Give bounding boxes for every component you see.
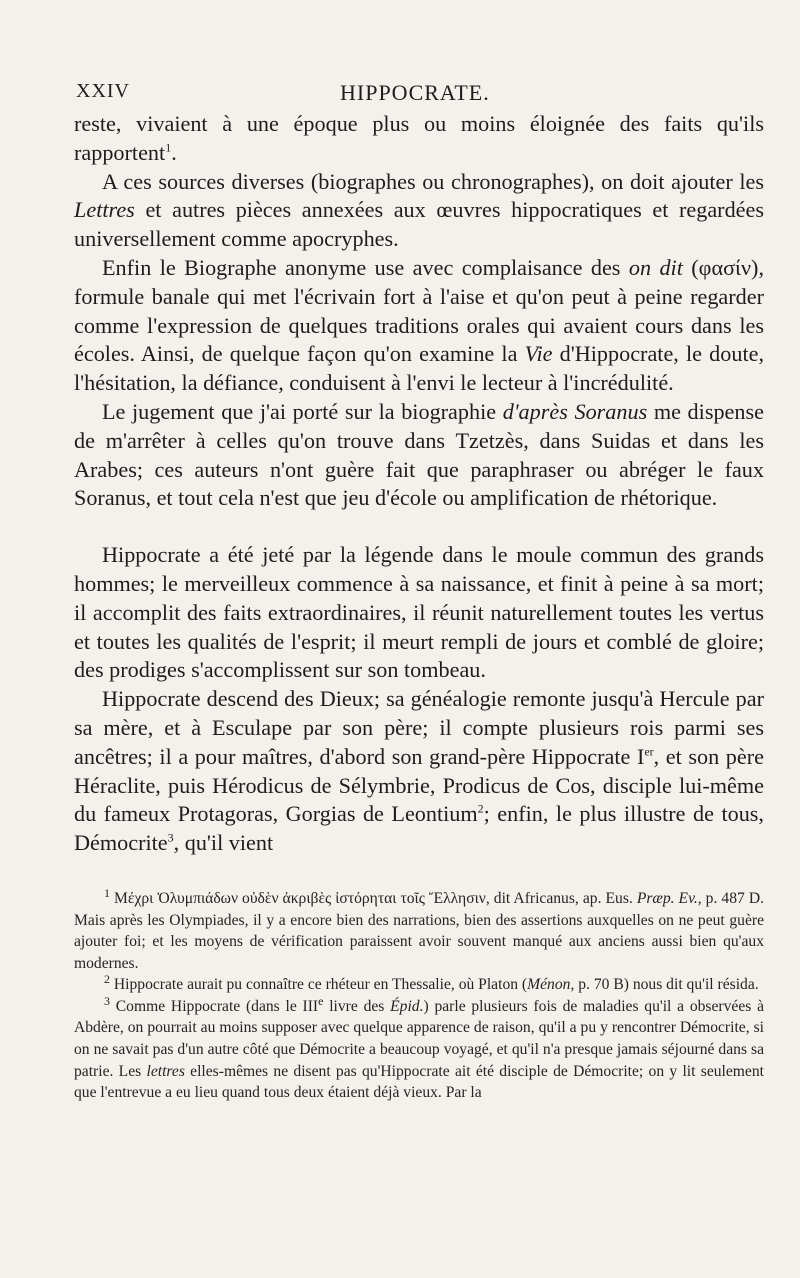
footnote-3 [74, 993, 764, 1104]
footnote-text: , p. 487 D. Mais après les Olympiades, il y a encore bien des narrations, bien des assertions auxquelles on ne peut guère ajouter foi; et les moyens de vérification paraissent avoir souvent manqué aux anciens aussi bien qu'aux modernes. [74, 889, 765, 972]
italic-text: Lettres [74, 197, 135, 223]
italic-text: Præp. Ev. [636, 889, 698, 907]
paragraph-text: Le jugement que j'ai porté sur la biographie [102, 398, 503, 424]
paragraph-text: d'Hippocrate, le doute, l'hésitation, la défiance, conduisent à l'envi le lecteur à l'incrédulité. [74, 341, 765, 396]
superscript: e [318, 993, 324, 1008]
footnote-text: Comme Hippocrate (dans le III [115, 997, 319, 1015]
paragraph-text: , et son père Héraclite, puis Hérodicus de Sélymbrie, Prodicus de Cos, disciple lui-même du fameux Protagoras, Gorgias de Leontium [74, 743, 764, 827]
footnote-ref-1: 1 [165, 140, 172, 155]
italic-text: Vie [524, 341, 553, 367]
paragraph-text: . [171, 139, 177, 165]
footnote-ref-2: 2 [477, 801, 484, 816]
footnotes [74, 885, 765, 1104]
footnote-ref-3: 3 [167, 830, 174, 845]
italic-text: d'après Soranus [502, 398, 648, 424]
paragraph-text: (φασίν), formule banale qui met l'écrivain fort à l'aise et qu'on peut à peine regarder comme l'expression de quelques traditions orales qui avaient cours dans les écoles. Ainsi, de quelque façon qu'on examine la [74, 254, 764, 367]
footnote-number: 3 [104, 993, 110, 1008]
paragraph-text: ; enfin, le plus illustre de tous, Démocrite [74, 801, 764, 856]
footnote-text: ) parle plusieurs fois de maladies qu'il a observées à Abdère, on pourrait au moins supposer avec quelque apparence de raison, qu'il a pu y rencontrer Démocrite, si on ne savait pas d'un autre côté que Démocrite a beaucoup voyagé, et qu'il n'a presque jamais séjourné dans sa patrie. Les [74, 997, 764, 1080]
footnote-1 [74, 885, 765, 974]
footnote-separator [74, 858, 764, 888]
paragraph-text: Hippocrate descend des Dieux; sa généalogie remonte jusqu'à Hercule par sa mère, et à Esculape par son père; il compte plusieurs rois parmi ses ancêtres; il a pour maîtres, d'abord son grand-père Hippocrate I [74, 686, 764, 769]
footnote-text: Μέχρι Ὀλυμπιάδων οὐδὲν ἀκριβὲς ἱστόρηται τοῖς Ἕλλησιν, dit Africanus, ap. Eus. [114, 889, 637, 907]
paragraph-1 [74, 110, 764, 168]
footnote-text: livre des [323, 997, 391, 1015]
page-number: XXIV [76, 80, 130, 102]
paragraph-6 [74, 685, 764, 858]
superscript: er [644, 744, 654, 759]
paragraph-text: Hippocrate a été jeté par la légende dans le moule commun des grands hommes; le merveilleux commence à sa naissance, et finit à peine à sa mort; il accomplit des faits extraordinaires, il réunit naturellement toutes les vertus et toutes les qualités de l'esprit; il meurt rempli de jours et comblé de gloire; des prodiges s'accomplissent sur son tombeau. [74, 542, 764, 683]
paragraph-2 [74, 168, 764, 254]
paragraph-text: me dispense de m'arrêter à celles qu'on trouve dans Tzetzès, dans Suidas et dans les Arabes; ces auteurs n'ont guère fait que paraphraser ou abréger le faux Soranus, et tout cela n'est que jeu d'école ou amplification de rhétorique. [74, 398, 764, 511]
paragraph-text: A ces sources diverses (biographes ou chronographes), on doit ajouter les [102, 168, 764, 194]
running-title: HIPPOCRATE. [340, 80, 490, 105]
italic-text: on dit [628, 254, 683, 280]
paragraph-text: reste, vivaient à une époque plus ou moins éloignée des faits qu'ils rapportent [74, 111, 764, 165]
paragraph-text: et autres pièces annexées aux œuvres hippocratiques et regardées universellement comme apocryphes. [74, 197, 764, 252]
italic-text: lettres [146, 1062, 185, 1080]
paragraph-3 [74, 254, 764, 398]
footnote-2 [74, 974, 764, 996]
italic-text: Ménon [527, 976, 571, 994]
footnote-text: Hippocrate aurait pu connaître ce rhéteur en Thessalie, où Platon ( [113, 976, 528, 994]
paragraph-text: Enfin le Biographe anonyme use avec complaisance des [102, 254, 629, 280]
page-header [74, 78, 764, 110]
footnote-number: 1 [104, 885, 110, 900]
paragraph-text: , qu'il vient [173, 830, 274, 856]
footnote-text: , p. 70 B) nous dit qu'il résida. [570, 976, 759, 994]
paragraph-4 [74, 398, 764, 513]
paragraph-5 [74, 541, 764, 685]
italic-text: Épid. [390, 997, 424, 1015]
footnote-text: elles-mêmes ne disent pas qu'Hippocrate ait été disciple de Démocrite; on y lit seulement que l'entrevue a eu lieu quand tous deux étaient déjà vieux. Par la [74, 1062, 764, 1102]
footnote-number: 2 [104, 972, 110, 987]
main-text [74, 110, 764, 858]
